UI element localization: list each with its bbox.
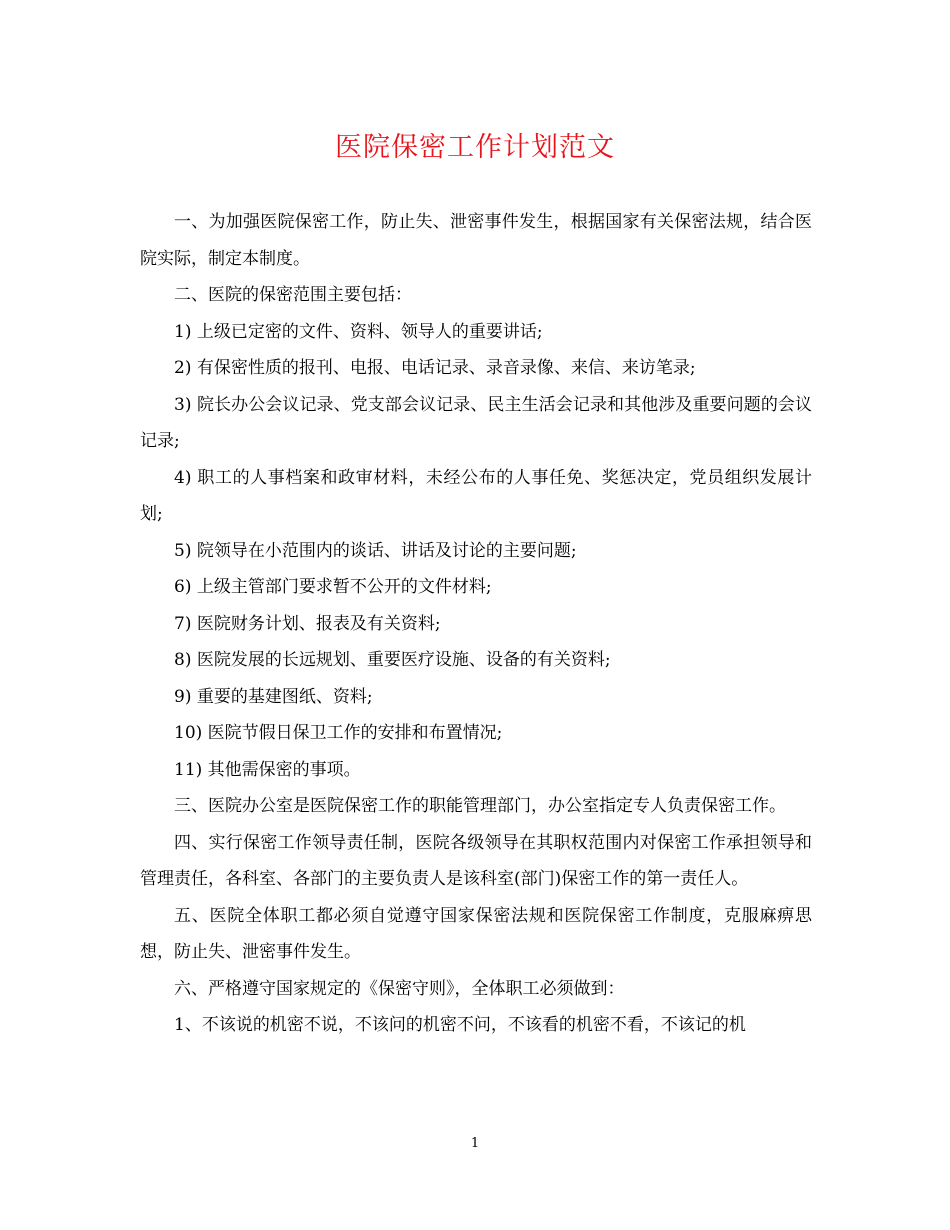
paragraph-18: 1、不该说的机密不说，不该问的机密不问，不该看的机密不看，不该记的机 <box>174 1015 746 1035</box>
paragraph-15: 四、实行保密工作领导责任制，医院各级领导在其职权范围内对保密工作承担领导和管理责任，各科室、各部门的主要负责人是该科室(部门)保密工作的第一责任人。 <box>140 832 812 889</box>
paragraph-4: 2) 有保密性质的报刊、电报、电话记录、录音录像、来信、来访笔录; <box>174 358 696 378</box>
paragraph-9: 7) 医院财务计划、报表及有关资料; <box>174 613 441 634</box>
paragraph-2: 二、医院的保密范围主要包括： <box>174 285 412 305</box>
paragraph-7: 5) 院领导在小范围内的谈话、讲话及讨论的主要问题; <box>174 540 577 561</box>
paragraph-5: 3) 院长办公会议记录、党支部会议记录、民主生活会记录和其他涉及重要问题的会议记录; <box>140 394 812 451</box>
paragraph-17: 六、严格遵守国家规定的《保密守则》，全体职工必须做到： <box>174 978 625 999</box>
paragraph-11: 9) 重要的基建图纸、资料; <box>174 686 373 707</box>
page-number: 1 <box>470 1136 480 1151</box>
paragraph-3: 1) 上级已定密的文件、资料、领导人的重要讲话; <box>174 321 543 342</box>
paragraph-16: 五、医院全体职工都必须自觉遵守国家保密法规和医院保密工作制度，克服麻痹思想，防止失、泄密事件发生。 <box>140 905 812 962</box>
paragraph-6: 4) 职工的人事档案和政审材料，未经公布的人事任免、奖惩决定，党员组织发展计划; <box>140 467 812 524</box>
paragraph-10: 8) 医院发展的长远规划、重要医疗设施、设备的有关资料; <box>174 650 611 670</box>
paragraph-1: 一、为加强医院保密工作，防止失、泄密事件发生，根据国家有关保密法规，结合医院实际，制定本制度。 <box>140 212 812 269</box>
document-title: 医院保密工作计划范文 <box>335 132 615 163</box>
paragraph-12: 10) 医院节假日保卫工作的安排和布置情况; <box>174 723 503 743</box>
document-body <box>140 204 812 1044</box>
paragraph-14: 三、医院办公室是医院保密工作的职能管理部门，办公室指定专人负责保密工作。 <box>174 796 786 816</box>
paragraph-8: 6) 上级主管部门要求暂不公开的文件材料; <box>174 577 492 597</box>
paragraph-13: 11) 其他需保密的事项。 <box>174 759 361 780</box>
